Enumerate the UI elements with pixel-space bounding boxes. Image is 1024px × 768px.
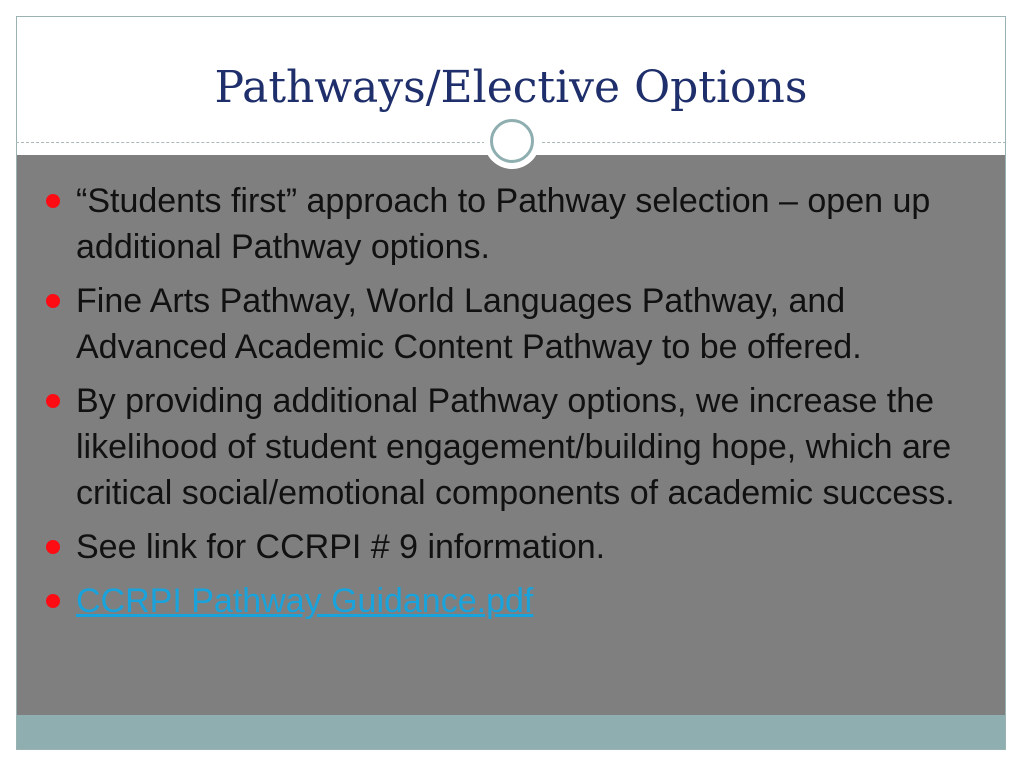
list-item <box>44 178 994 270</box>
footer-band <box>17 715 1005 749</box>
bullet-text: Fine Arts Pathway, World Languages Pathway, and Advanced Academic Content Pathway to be offered. <box>76 282 862 366</box>
bullet-list <box>44 178 994 632</box>
list-item <box>44 278 994 370</box>
bullet-dot-icon <box>46 594 60 608</box>
bullet-dot-icon <box>46 540 60 554</box>
bullet-text: See link for CCRPI # 9 information. <box>76 528 606 566</box>
list-item <box>44 524 994 570</box>
bullet-dot-icon <box>46 394 60 408</box>
circle-ring-inner <box>490 119 534 163</box>
bullet-text: By providing additional Pathway options, we increase the likelihood of student engagement/building hope, which are critical social/emotional components of academic success. <box>76 382 955 512</box>
bullet-text: “Students first” approach to Pathway selection – open up additional Pathway options. <box>76 182 931 266</box>
ccrpi-guidance-link[interactable]: CCRPI Pathway Guidance.pdf <box>76 582 534 620</box>
slide-title: Pathways/Elective Options <box>214 62 808 113</box>
bullet-dot-icon <box>46 294 60 308</box>
list-item-link <box>44 578 994 624</box>
list-item <box>44 378 994 516</box>
circle-ring-icon <box>484 113 540 169</box>
bullet-dot-icon <box>46 194 60 208</box>
